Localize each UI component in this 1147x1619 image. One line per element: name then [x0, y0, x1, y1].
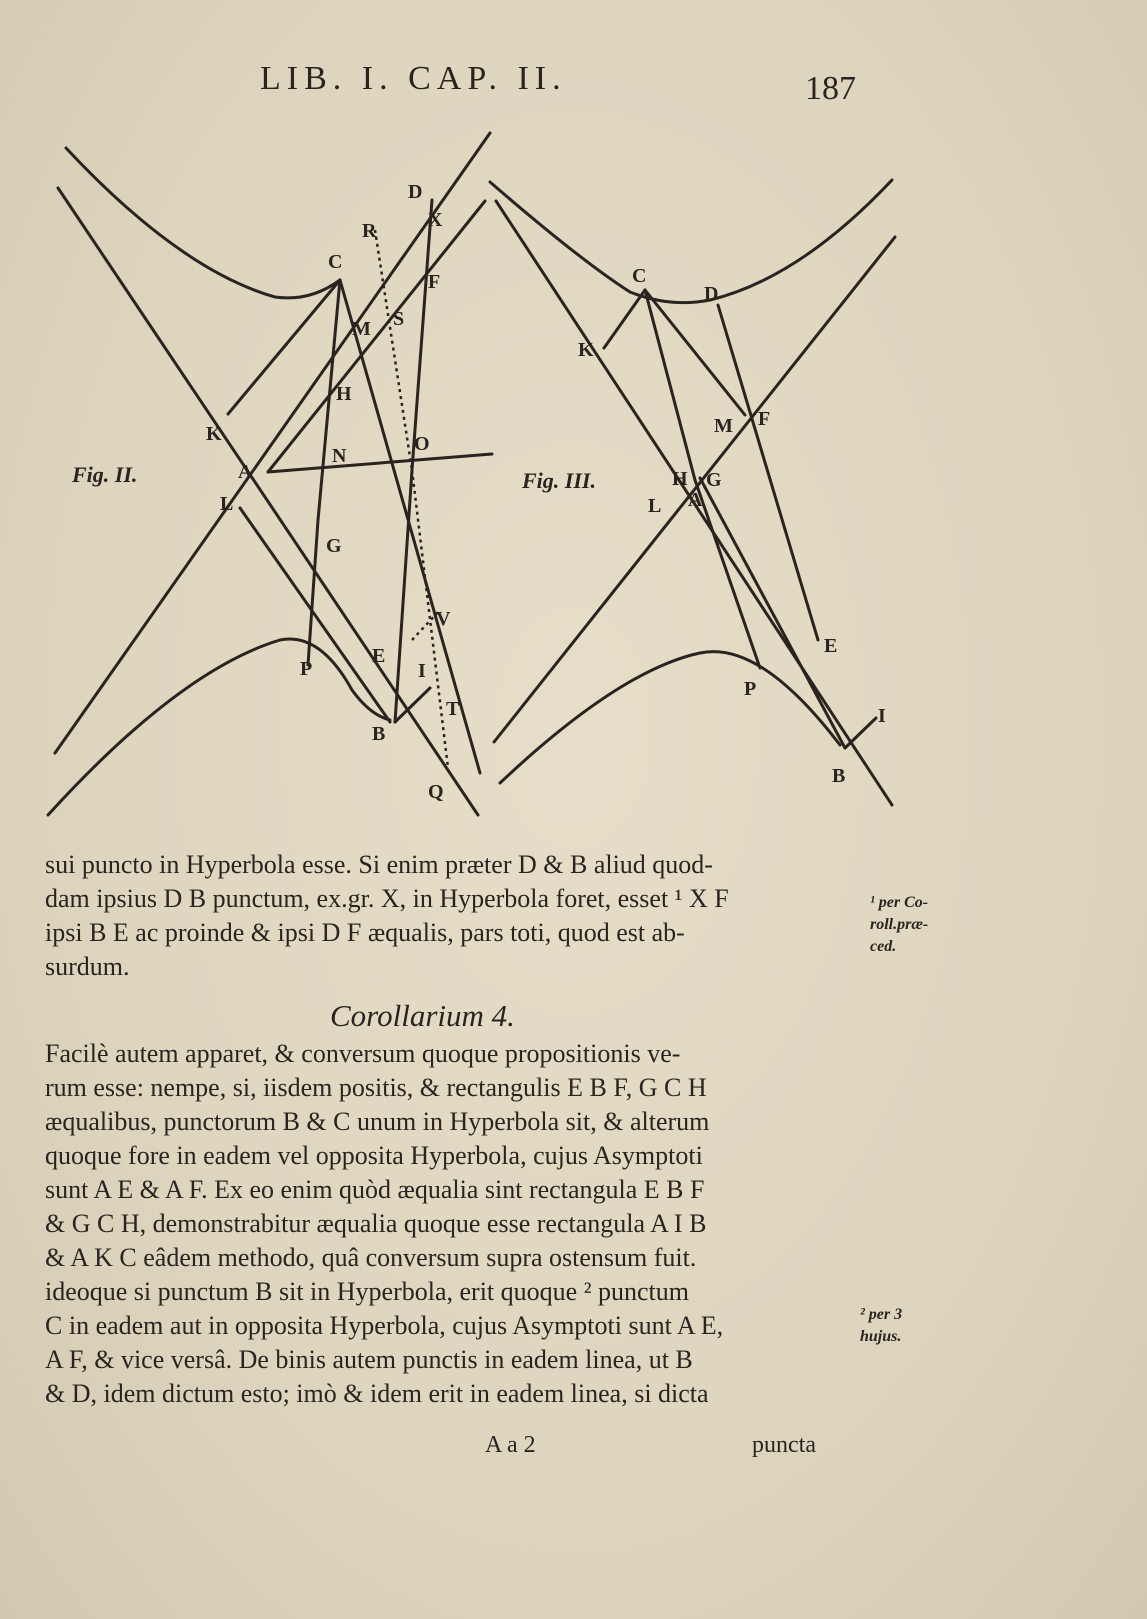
- catchword: puncta: [752, 1432, 816, 1458]
- label-f: F: [758, 408, 771, 430]
- text-line: sunt A E & A F. Ex eo enim quòd æqualia sint rectangula E B F: [45, 1175, 705, 1204]
- page-number: 187: [805, 70, 856, 107]
- signature-mark: A a 2: [485, 1432, 536, 1458]
- margin-note-line: ced.: [870, 938, 897, 955]
- margin-note-line: ¹ per Co-: [870, 894, 929, 911]
- paragraph-2: [45, 1037, 845, 1445]
- label-i: I: [878, 705, 886, 727]
- margin-note-2: [860, 1304, 902, 1348]
- label-d: D: [408, 181, 423, 203]
- fig3-caption: Fig. III.: [522, 468, 596, 493]
- label-e: E: [372, 645, 386, 667]
- margin-note-1: [870, 892, 928, 958]
- label-a: A: [238, 461, 253, 483]
- text-line: sui puncto in Hyperbola esse. Si enim præter D & B aliud quod-: [45, 850, 713, 879]
- label-b: B: [372, 723, 386, 745]
- text-line: & D, idem dictum esto; imò & idem erit in eadem linea, si dicta: [45, 1379, 709, 1408]
- label-c: C: [632, 265, 647, 287]
- text-line: [45, 1411, 845, 1445]
- label-o: O: [414, 433, 430, 455]
- label-b: B: [832, 765, 846, 787]
- fig2-lower-hyperbola: [48, 639, 390, 815]
- paragraph-1: [45, 848, 845, 984]
- label-p: P: [744, 678, 757, 700]
- fig2-asymptote-1: [58, 188, 478, 815]
- label-n: N: [332, 445, 347, 467]
- label-k: K: [206, 423, 222, 445]
- label-p: P: [300, 658, 313, 680]
- label-x: X: [428, 209, 443, 231]
- label-l: L: [648, 495, 662, 517]
- margin-note-line: roll.præ-: [870, 916, 929, 933]
- label-m: M: [714, 415, 733, 437]
- label-a: A: [688, 489, 703, 511]
- text-line: quoque fore in eadem vel opposita Hyperbola, cujus Asymptoti: [45, 1141, 703, 1170]
- text-line: & A K C eâdem methodo, quâ conversum supra ostensum fuit.: [45, 1243, 697, 1272]
- text-line: C in eadem aut in opposita Hyperbola, cujus Asymptoti sunt A E,: [45, 1311, 724, 1340]
- text-line: dam ipsius D B punctum, ex.gr. X, in Hyperbola foret, esset ¹ X F: [45, 884, 729, 913]
- label-i: I: [418, 660, 426, 682]
- text-line: ipsi B E ac proinde & ipsi D F æqualis, pars toti, quod est ab-: [45, 918, 685, 947]
- text-line: A F, & vice versâ. De binis autem punctis in eadem linea, ut B: [45, 1345, 693, 1374]
- text-line: æqualibus, punctorum B & C unum in Hyperbola sit, & alterum: [45, 1107, 710, 1136]
- label-q: Q: [428, 781, 444, 803]
- fig2-upper-hyperbola: [66, 148, 343, 298]
- text-line: rum esse: nempe, si, iisdem positis, & rectangulis E B F, G C H: [45, 1073, 707, 1102]
- label-d: D: [704, 283, 719, 305]
- label-e: E: [824, 635, 838, 657]
- label-h: H: [672, 468, 688, 490]
- label-g: G: [326, 535, 342, 557]
- label-f: F: [428, 271, 441, 293]
- label-k: K: [578, 339, 594, 361]
- label-h: H: [336, 383, 352, 405]
- label-g: G: [706, 469, 722, 491]
- text-line: ideoque si punctum B sit in Hyperbola, erit quoque ² punctum: [45, 1277, 689, 1306]
- fig2-caption: Fig. II.: [72, 462, 138, 487]
- label-t: T: [446, 698, 460, 720]
- margin-note-line: hujus.: [860, 1328, 902, 1345]
- running-head: LIB. I. CAP. II.: [260, 60, 567, 97]
- text-line: & G C H, demonstrabitur æqualia quoque esse rectangula A I B: [45, 1209, 707, 1238]
- label-l: L: [220, 493, 234, 515]
- margin-note-line: ² per 3: [860, 1306, 903, 1323]
- text-line: Facilè autem apparet, & conversum quoque propositionis ve-: [45, 1039, 681, 1068]
- section-heading: Corollarium 4.: [330, 998, 515, 1033]
- text-line: surdum.: [45, 952, 130, 981]
- label-r: R: [362, 220, 377, 242]
- label-s: S: [393, 308, 405, 330]
- label-v: V: [436, 608, 451, 630]
- label-m: M: [352, 318, 371, 340]
- label-c: C: [328, 251, 343, 273]
